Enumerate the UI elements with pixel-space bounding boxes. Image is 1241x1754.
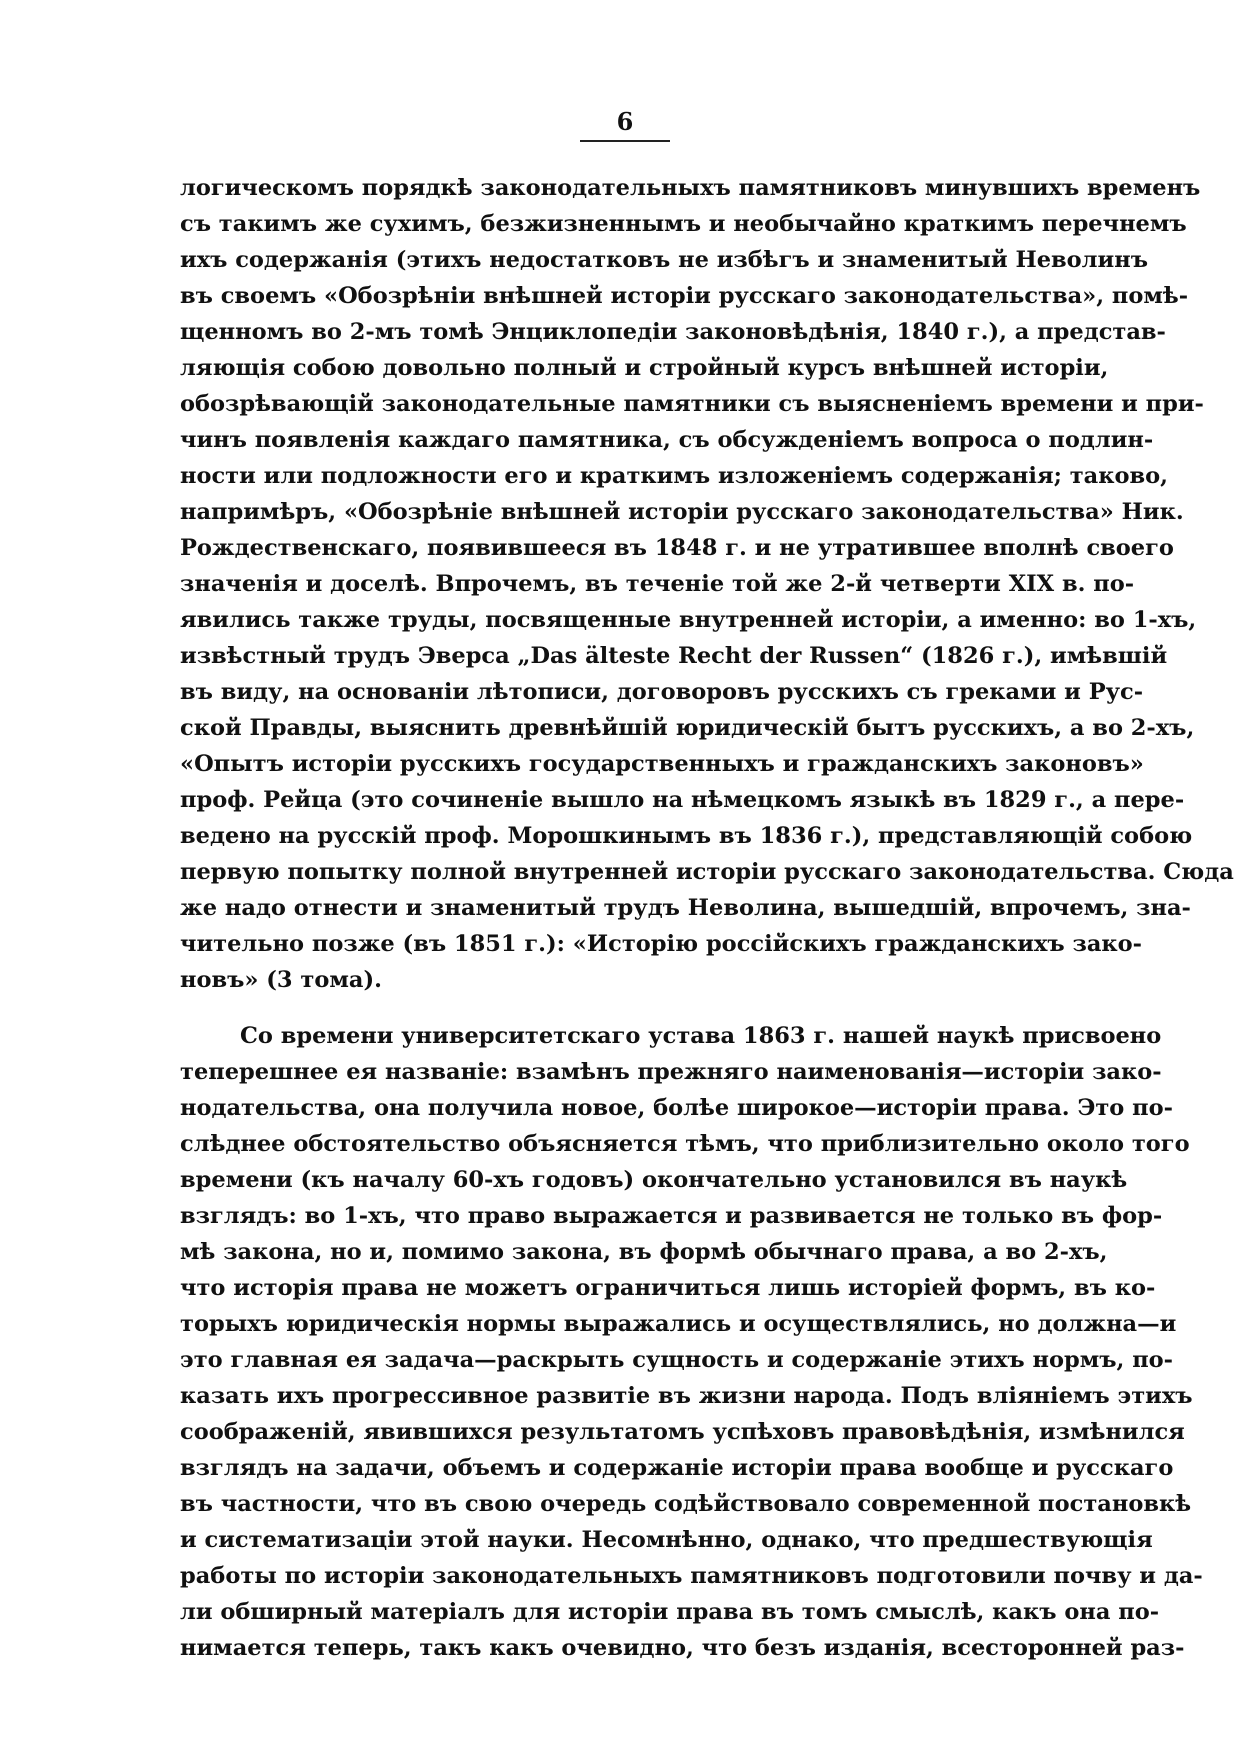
text-line: ли обширный матеріалъ для исторіи права въ томъ смыслѣ, какъ она по-: [180, 1599, 1160, 1625]
text-line: извѣстный трудъ Эверса „Das älteste Recht der Russen“ (1826 г.), имѣвшій: [180, 643, 1168, 669]
text-line: взглядъ: во 1-хъ, что право выражается и развивается не только въ фор-: [180, 1203, 1163, 1229]
text-line: съ такимъ же сухимъ, безжизненнымъ и необычайно краткимъ перечнемъ: [180, 211, 1187, 237]
text-line: теперешнее ея названіе: взамѣнъ прежняго наименованія—исторіи зако-: [180, 1059, 1162, 1085]
text-line: ихъ содержанія (этихъ недостатковъ не избѣгъ и знаменитый Неволинъ: [180, 247, 1148, 273]
text-line: Рождественскаго, появившееся въ 1848 г. и не утратившее вполнѣ своего: [180, 535, 1174, 561]
text-line: ведено на русскій проф. Морошкинымъ въ 1836 г.), представляющій собою: [180, 823, 1193, 849]
text-line: логическомъ порядкѣ законодательныхъ памятниковъ минувшихъ временъ: [180, 175, 1201, 201]
text-line: Со времени университетскаго устава 1863 г. нашей наукѣ присвоено: [240, 1023, 1162, 1049]
text-line: въ своемъ «Обозрѣніи внѣшней исторіи русскаго законодательства», помѣ-: [180, 283, 1189, 309]
text-line: ности или подложности его и краткимъ изложеніемъ содержанія; таково,: [180, 463, 1168, 489]
text-line: обозрѣвающій законодательные памятники съ выясненіемъ времени и при-: [180, 391, 1204, 417]
paragraph-gap: [180, 998, 1075, 1018]
text-line: времени (къ началу 60-хъ годовъ) окончательно установился въ наукѣ: [180, 1167, 1128, 1193]
text-line: мѣ закона, но и, помимо закона, въ формѣ обычнаго права, а во 2-хъ,: [180, 1239, 1108, 1265]
text-line: «Опытъ исторіи русскихъ государственныхъ и гражданскихъ законовъ»: [180, 751, 1144, 777]
text-line: и систематизаціи этой науки. Несомнѣнно, однако, что предшествующія: [180, 1527, 1153, 1553]
paragraph-2: [180, 1018, 1203, 1666]
text-line: новъ» (3 тома).: [180, 967, 382, 993]
text-line: нимается теперь, такъ какъ очевидно, что безъ изданія, всесторонней раз-: [180, 1635, 1185, 1661]
page-number-rule: [580, 140, 670, 142]
text-line: ляющія собою довольно полный и стройный курсъ внѣшней исторіи,: [180, 355, 1109, 381]
text-line: работы по исторіи законодательныхъ памятниковъ подготовили почву и да-: [180, 1563, 1203, 1589]
text-line: взглядъ на задачи, объемъ и содержаніе исторіи права вообще и русскаго: [180, 1455, 1174, 1481]
text-line: соображеній, явившихся результатомъ успѣховъ правовѣдѣнія, измѣнился: [180, 1419, 1185, 1445]
text-line: ской Правды, выяснить древнѣйшій юридическій бытъ русскихъ, а во 2-хъ,: [180, 715, 1195, 741]
page-number: 6: [616, 107, 634, 136]
text-line: значенія и доселѣ. Впрочемъ, въ теченіе той же 2-й четверти XIX в. по-: [180, 571, 1135, 597]
text-line: въ виду, на основаніи лѣтописи, договоровъ русскихъ съ греками и Рус-: [180, 679, 1144, 705]
text-line: торыхъ юридическія нормы выражались и осуществлялись, но должна—и: [180, 1311, 1177, 1337]
text-line: чительно позже (въ 1851 г.): «Исторію россійскихъ гражданскихъ зако-: [180, 931, 1143, 957]
text-line: первую попытку полной внутренней исторіи русскаго законодательства. Сюда: [180, 859, 1234, 885]
text-line: въ частности, что въ свою очередь содѣйствовало современной постановкѣ: [180, 1491, 1192, 1517]
text-line: слѣднее обстоятельство объясняется тѣмъ, что приблизительно около того: [180, 1131, 1190, 1157]
text-line: проф. Рейца (это сочиненіе вышло на нѣмецкомъ языкѣ въ 1829 г., а пере-: [180, 787, 1185, 813]
text-line: казать ихъ прогрессивное развитіе въ жизни народа. Подъ вліяніемъ этихъ: [180, 1383, 1193, 1409]
text-line: же надо отнести и знаменитый трудъ Неволина, вышедшій, впрочемъ, зна-: [180, 895, 1191, 921]
text-line: щенномъ во 2-мъ томѣ Энциклопедіи законовѣдѣнія, 1840 г.), а представ-: [180, 319, 1166, 345]
text-line: чинъ появленія каждаго памятника, съ обсужденіемъ вопроса о подлин-: [180, 427, 1154, 453]
text-line: нодательства, она получила новое, болѣе широкое—исторіи права. Это по-: [180, 1095, 1173, 1121]
text-line: что исторія права не можетъ ограничиться лишь исторіей формъ, въ ко-: [180, 1275, 1156, 1301]
text-line: явились также труды, посвященные внутренней исторіи, а именно: во 1-хъ,: [180, 607, 1197, 633]
text-line: напримѣръ, «Обозрѣніе внѣшней исторіи русскаго законодательства» Ник.: [180, 499, 1184, 525]
text-line: это главная ея задача—раскрыть сущность и содержаніе этихъ нормъ, по-: [180, 1347, 1174, 1373]
body-text: [180, 170, 1234, 1666]
paragraph-1: [180, 170, 1234, 998]
